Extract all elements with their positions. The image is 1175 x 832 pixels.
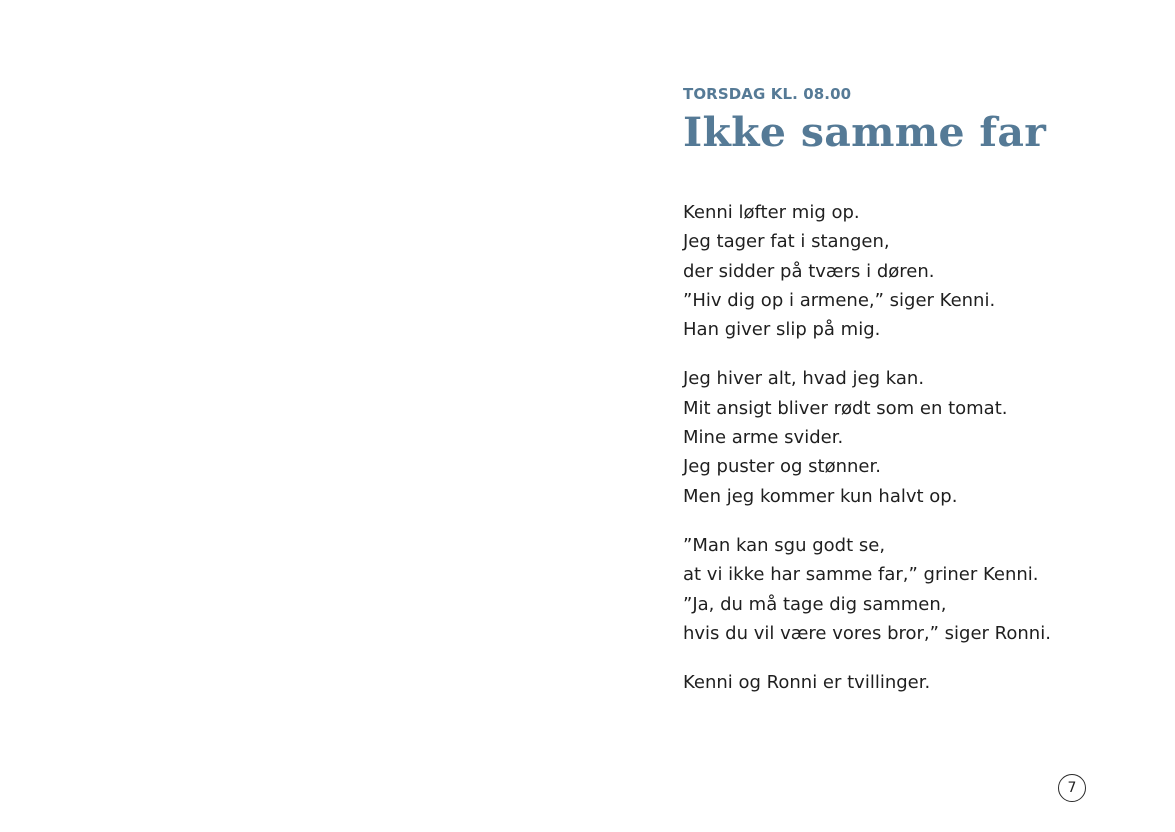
text-line: ”Ja, du må tage dig sammen,	[683, 593, 947, 615]
time-label: TORSDAG KL. 08.00	[683, 85, 852, 103]
text-line: Kenni og Ronni er tvillinger.	[683, 672, 931, 694]
chapter-title: Ikke samme far	[683, 108, 1047, 157]
stanza	[683, 198, 1143, 344]
right-page	[587, 0, 1175, 832]
text-line: Jeg puster og stønner.	[683, 456, 881, 478]
stanza	[683, 668, 1143, 697]
chapter-content	[683, 84, 1143, 717]
text-line: Jeg tager fat i stangen,	[683, 231, 890, 253]
text-line: Kenni løfter mig op.	[683, 202, 860, 223]
stanza	[683, 364, 1143, 510]
text-line: hvis du vil være vores bror,” siger Ronni.	[683, 622, 1051, 644]
text-line: Men jeg kommer kun halvt op.	[683, 485, 958, 507]
page-number: 7	[1058, 774, 1086, 802]
text-line: Han giver slip på mig.	[683, 319, 881, 341]
text-line: Mine arme svider.	[683, 427, 844, 449]
text-line: Mit ansigt bliver rødt som en tomat.	[683, 397, 1008, 419]
left-page	[0, 0, 587, 832]
stanza	[683, 531, 1143, 648]
text-line: ”Hiv dig op i armene,” siger Kenni.	[683, 289, 996, 311]
text-line: at vi ikke har samme far,” griner Kenni.	[683, 564, 1039, 586]
text-line: ”Man kan sgu godt se,	[683, 534, 886, 556]
text-line: Jeg hiver alt, hvad jeg kan.	[683, 368, 925, 390]
text-line: der sidder på tværs i døren.	[683, 260, 935, 282]
chapter-body	[683, 198, 1143, 697]
